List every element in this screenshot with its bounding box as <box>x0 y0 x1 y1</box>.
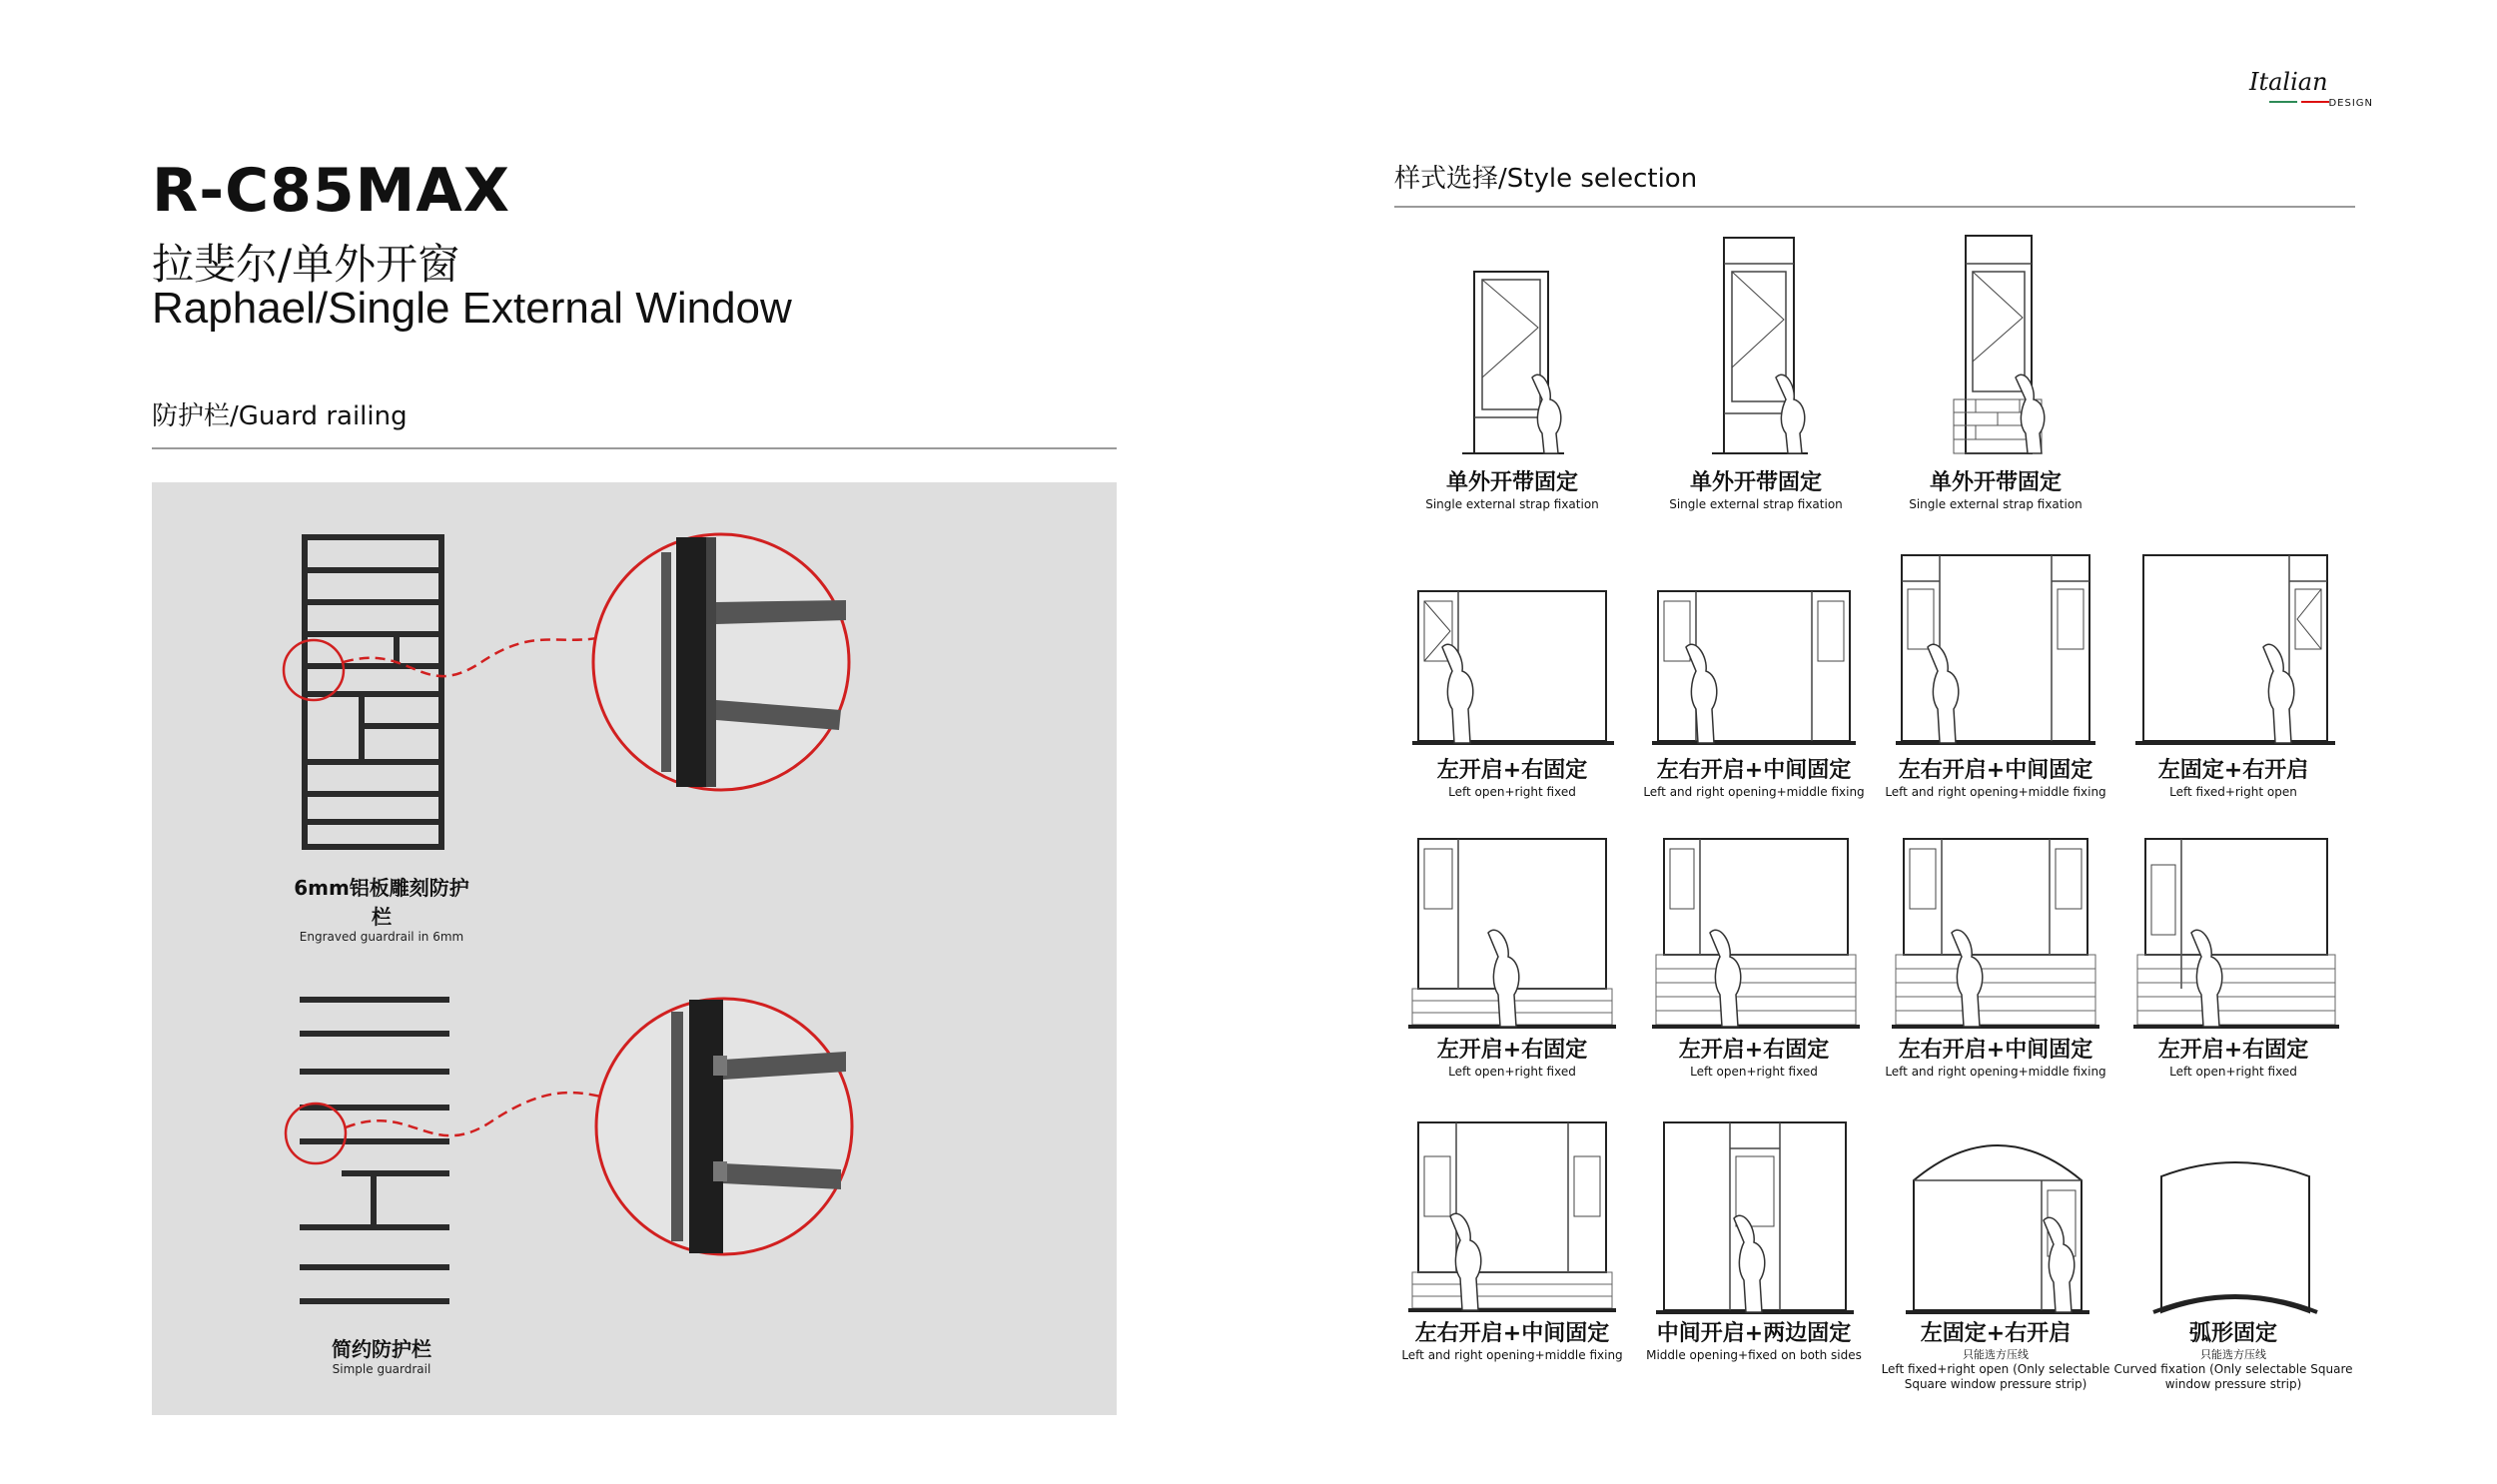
style-option[interactable] <box>1634 837 1874 1080</box>
left-right-open-middle-fixed-brick-icon <box>1876 837 2115 1031</box>
guardrail-illustration <box>152 482 1117 1415</box>
style-option[interactable] <box>1876 228 2115 512</box>
guard-divider <box>152 447 1117 449</box>
style-label-cn: 左开启+右固定 <box>1678 1038 1830 1063</box>
style-label-cn: 单外开带固定 <box>1445 470 1578 495</box>
style-label-cn: 左固定+右开启 <box>2157 758 2309 783</box>
guard-section-title: 防护栏/Guard railing <box>152 401 408 431</box>
product-name-en: Raphael/Single External Window <box>152 284 792 333</box>
style-option[interactable] <box>1876 837 2115 1080</box>
style-label-cn: 弧形固定 <box>2188 1321 2277 1346</box>
style-label-en: Left and right opening+middle fixing <box>1885 1065 2106 1079</box>
middle-open-sides-fixed-icon <box>1634 1120 1874 1314</box>
guard-item-en: Simple guardrail <box>332 1362 431 1376</box>
style-option[interactable] <box>1392 228 1632 512</box>
style-label-cn: 左开启+右固定 <box>2157 1038 2309 1063</box>
style-label-cn: 左固定+右开启 <box>1920 1321 2072 1346</box>
style-option[interactable] <box>1392 1120 1632 1363</box>
style-label-en: Middle opening+fixed on both sides <box>1646 1348 1862 1362</box>
window-door-transom-icon <box>1636 228 1876 463</box>
style-label-en: Left open+right fixed <box>1690 1065 1818 1079</box>
style-label-cn: 左右开启+中间固定 <box>1414 1321 1610 1346</box>
style-label-en: Left open+right fixed <box>2169 1065 2297 1079</box>
style-option[interactable] <box>1392 837 1632 1080</box>
left-open-right-fixed-icon <box>1392 547 1632 751</box>
simple-guardrail-icon <box>300 1000 449 1301</box>
curved-fixed-window-icon <box>2113 1120 2353 1314</box>
style-note: 只能选方压线 <box>2200 1348 2266 1361</box>
style-label-en: Single external strap fixation <box>1425 497 1599 511</box>
logo-underline <box>2269 100 2329 104</box>
guard-item-engraved <box>292 872 471 944</box>
style-option[interactable] <box>1392 547 1632 800</box>
style-option[interactable] <box>1876 547 2115 800</box>
style-label-en: Left and right opening+middle fixing <box>1643 785 1865 799</box>
style-option[interactable] <box>1634 1120 1874 1363</box>
style-label-cn: 左开启+右固定 <box>1436 758 1588 783</box>
style-label-en: Curved fixation (Only selectable Square window pressure strip) <box>2113 1362 2353 1391</box>
style-label-cn: 左右开启+中间固定 <box>1898 758 2093 783</box>
left-fixed-right-open-icon <box>2113 547 2353 751</box>
left-right-open-middle-fixed-transom-icon <box>1876 547 2115 751</box>
style-label-en: Left and right opening+middle fixing <box>1885 785 2106 799</box>
guard-item-simple <box>292 1333 471 1376</box>
style-label-en: Left fixed+right open <box>2169 785 2297 799</box>
style-label-en: Left open+right fixed <box>1448 785 1576 799</box>
style-label-cn: 左右开启+中间固定 <box>1656 758 1852 783</box>
product-name-cn: 拉斐尔/单外开窗 <box>152 240 460 289</box>
guard-item-en: Engraved guardrail in 6mm <box>299 930 464 944</box>
style-option[interactable] <box>1636 228 1876 512</box>
style-note: 只能选方压线 <box>1963 1348 2029 1361</box>
style-label-cn: 单外开带固定 <box>1689 470 1822 495</box>
style-label-en: Single external strap fixation <box>1669 497 1843 511</box>
style-label-cn: 单外开带固定 <box>1929 470 2062 495</box>
style-label-en: Single external strap fixation <box>1909 497 2082 511</box>
brand-logo <box>2249 68 2373 112</box>
style-option[interactable] <box>2113 547 2353 800</box>
left-open-right-fixed-tall-sill-icon <box>2113 837 2353 1031</box>
window-door-icon <box>1392 228 1632 463</box>
style-divider <box>1394 206 2355 208</box>
style-label-en: Left open+right fixed <box>1448 1065 1576 1079</box>
engraved-guardrail-icon <box>305 537 441 847</box>
style-option[interactable] <box>1876 1120 2115 1392</box>
logo-tag: DESIGN <box>2328 98 2373 109</box>
style-label-en: Left fixed+right open (Only selectable Square window pressure strip) <box>1881 1362 2110 1391</box>
left-open-right-fixed-brick-icon <box>1392 837 1632 1031</box>
style-option[interactable] <box>1634 547 1874 800</box>
style-option[interactable] <box>2113 1120 2353 1392</box>
left-open-right-fixed-high-sill-icon <box>1634 837 1874 1031</box>
style-option[interactable] <box>2113 837 2353 1080</box>
guard-panel <box>152 482 1117 1415</box>
model-title: R-C85MAX <box>152 156 511 226</box>
style-section-title: 样式选择/Style selection <box>1394 164 1698 194</box>
style-label-cn: 左右开启+中间固定 <box>1898 1038 2093 1063</box>
left-right-open-middle-fixed-icon <box>1634 547 1874 751</box>
style-label-cn: 中间开启+两边固定 <box>1656 1321 1852 1346</box>
guard-item-cn: 简约防护栏 <box>332 1337 431 1361</box>
guard-item-cn: 6mm铝板雕刻防护栏 <box>294 876 469 929</box>
left-right-open-middle-fixed-low-icon <box>1392 1120 1632 1314</box>
arched-left-fixed-right-open-icon <box>1876 1120 2115 1314</box>
style-label-en: Left and right opening+middle fixing <box>1401 1348 1623 1362</box>
window-brick-sill-icon <box>1876 228 2115 463</box>
logo-script: Italian <box>2249 68 2328 96</box>
style-label-cn: 左开启+右固定 <box>1436 1038 1588 1063</box>
